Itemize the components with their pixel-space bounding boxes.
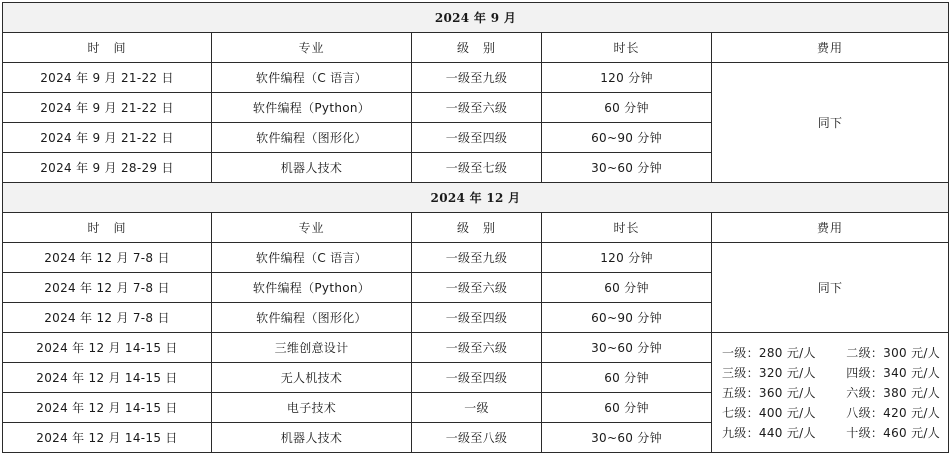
- table-row: [3, 243, 949, 273]
- date-cell: 2024 年 12 月 14-15 日: [3, 393, 212, 423]
- duration-cell: 60~90 分钟: [542, 123, 712, 153]
- fee-item: 五级：360 元/人: [722, 385, 816, 400]
- level-cell: 一级至九级: [412, 243, 542, 273]
- duration-cell: 60~90 分钟: [542, 303, 712, 333]
- level-cell: 一级至六级: [412, 333, 542, 363]
- exam-schedule-table: [2, 2, 949, 453]
- section-title: 2024 年 9 月: [3, 3, 949, 33]
- header-fee: 费用: [712, 213, 949, 243]
- date-cell: 2024 年 12 月 14-15 日: [3, 333, 212, 363]
- fee-list: [712, 346, 948, 440]
- date-cell: 2024 年 12 月 14-15 日: [3, 423, 212, 453]
- duration-cell: 60 分钟: [542, 273, 712, 303]
- major-cell: 电子技术: [212, 393, 412, 423]
- fee-item: 六级：380 元/人: [846, 385, 941, 400]
- date-cell: 2024 年 12 月 7-8 日: [3, 273, 212, 303]
- table-row: [3, 63, 949, 93]
- header-fee: 费用: [712, 33, 949, 63]
- level-cell: 一级: [412, 393, 542, 423]
- level-cell: 一级至四级: [412, 123, 542, 153]
- fee-item: 八级：420 元/人: [846, 405, 941, 420]
- level-cell: 一级至八级: [412, 423, 542, 453]
- header-date: 时 间: [3, 213, 212, 243]
- section-title-row: [3, 183, 949, 213]
- date-cell: 2024 年 9 月 21-22 日: [3, 63, 212, 93]
- fee-cell: 同下: [712, 243, 949, 333]
- fee-item: 七级：400 元/人: [722, 405, 816, 420]
- level-cell: 一级至四级: [412, 363, 542, 393]
- header-duration: 时长: [542, 33, 712, 63]
- major-cell: 机器人技术: [212, 423, 412, 453]
- date-cell: 2024 年 12 月 7-8 日: [3, 303, 212, 333]
- fee-item: 九级：440 元/人: [722, 425, 816, 440]
- section-title: 2024 年 12 月: [3, 183, 949, 213]
- date-cell: 2024 年 12 月 14-15 日: [3, 363, 212, 393]
- major-cell: 软件编程（C 语言）: [212, 243, 412, 273]
- duration-cell: 120 分钟: [542, 63, 712, 93]
- fee-item: 二级：300 元/人: [846, 345, 941, 360]
- section-title-row: [3, 3, 949, 33]
- level-cell: 一级至六级: [412, 273, 542, 303]
- major-cell: 软件编程（图形化）: [212, 303, 412, 333]
- fee-list-cell: [712, 333, 949, 453]
- date-cell: 2024 年 12 月 7-8 日: [3, 243, 212, 273]
- fee-item: 四级：340 元/人: [846, 365, 941, 380]
- major-cell: 无人机技术: [212, 363, 412, 393]
- duration-cell: 60 分钟: [542, 363, 712, 393]
- header-major: 专业: [212, 33, 412, 63]
- duration-cell: 60 分钟: [542, 93, 712, 123]
- date-cell: 2024 年 9 月 21-22 日: [3, 93, 212, 123]
- duration-cell: 60 分钟: [542, 393, 712, 423]
- header-level: 级 别: [412, 213, 542, 243]
- duration-cell: 30~60 分钟: [542, 153, 712, 183]
- major-cell: 软件编程（C 语言）: [212, 63, 412, 93]
- fee-item: 三级：320 元/人: [722, 365, 816, 380]
- level-cell: 一级至七级: [412, 153, 542, 183]
- fee-item: 十级：460 元/人: [846, 425, 941, 440]
- header-row: [3, 33, 949, 63]
- duration-cell: 30~60 分钟: [542, 333, 712, 363]
- duration-cell: 120 分钟: [542, 243, 712, 273]
- date-cell: 2024 年 9 月 28-29 日: [3, 153, 212, 183]
- header-row: [3, 213, 949, 243]
- major-cell: 软件编程（Python）: [212, 93, 412, 123]
- level-cell: 一级至六级: [412, 93, 542, 123]
- duration-cell: 30~60 分钟: [542, 423, 712, 453]
- fee-item: 一级：280 元/人: [722, 345, 816, 360]
- major-cell: 软件编程（图形化）: [212, 123, 412, 153]
- date-cell: 2024 年 9 月 21-22 日: [3, 123, 212, 153]
- major-cell: 机器人技术: [212, 153, 412, 183]
- fee-cell: 同下: [712, 63, 949, 183]
- header-date: 时 间: [3, 33, 212, 63]
- level-cell: 一级至九级: [412, 63, 542, 93]
- major-cell: 软件编程（Python）: [212, 273, 412, 303]
- major-cell: 三维创意设计: [212, 333, 412, 363]
- header-level: 级 别: [412, 33, 542, 63]
- level-cell: 一级至四级: [412, 303, 542, 333]
- table-row: [3, 333, 949, 363]
- header-major: 专业: [212, 213, 412, 243]
- header-duration: 时长: [542, 213, 712, 243]
